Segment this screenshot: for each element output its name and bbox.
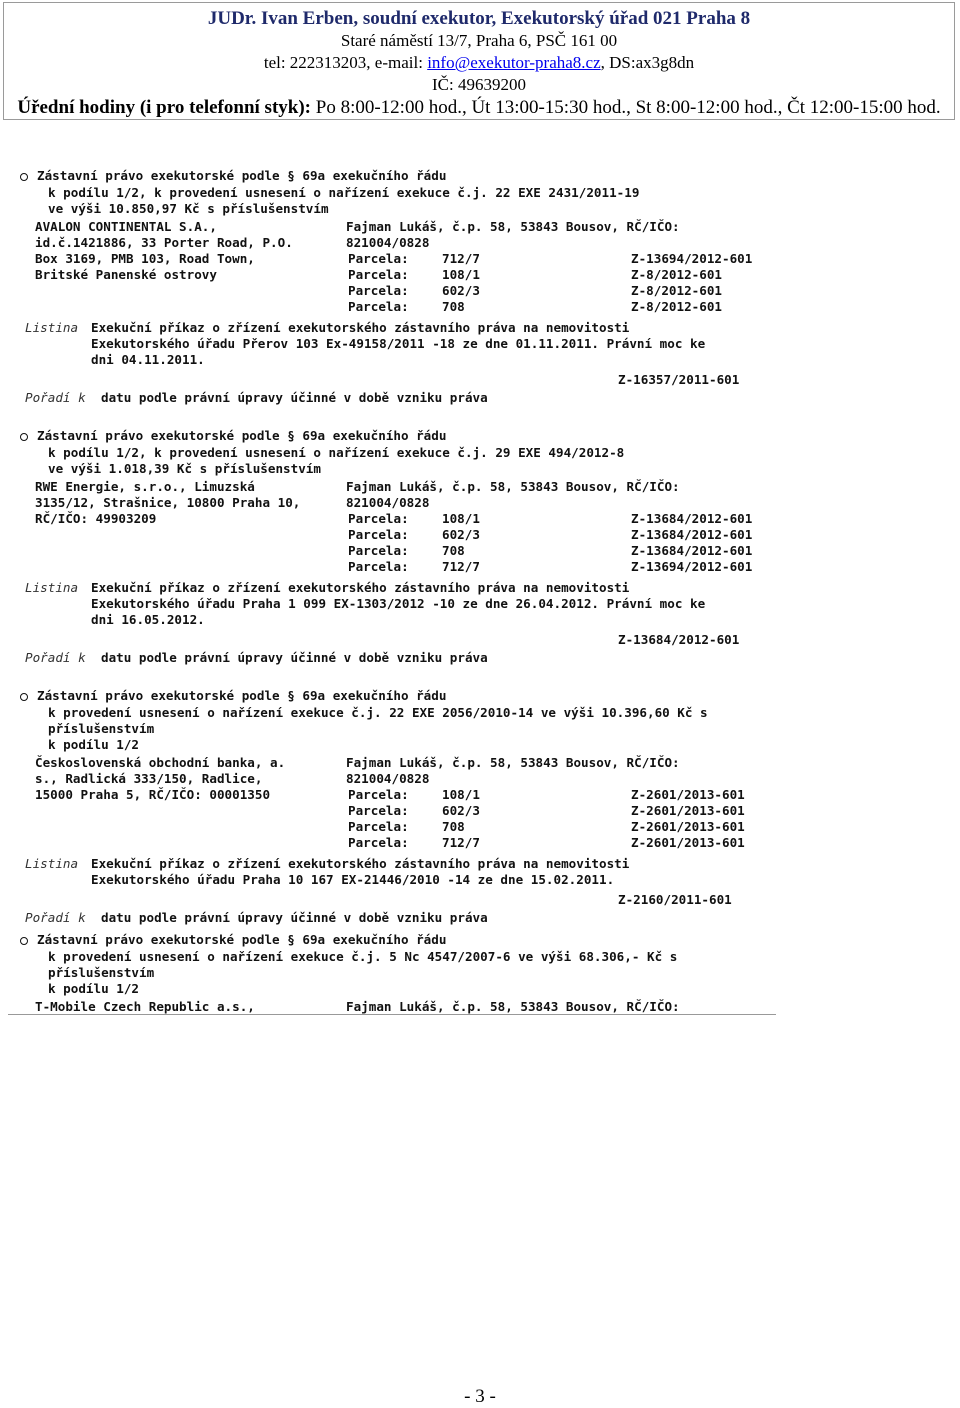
debtor-line: Fajman Lukáš, č.p. 58, 53843 Bousov, RČ/IČO: [346,755,680,770]
office-contact: tel: 222313203, e-mail: info@exekutor-praha8.cz, DS:ax3g8dn [263,53,695,72]
scanned-register-extract [8,152,776,1015]
parcel-label: Parcela: [348,299,409,314]
entry-description: ve výši 10.850,97 Kč s příslušenstvím [48,201,329,216]
entry-reference: Z-16357/2011-601 [618,372,740,387]
office-name: JUDr. Ivan Erben, soudní exekutor, Exekutorský úřad 021 Praha 8 [207,8,751,29]
parcel-number: 708 [442,819,465,834]
debtor-line: Fajman Lukáš, č.p. 58, 53843 Bousov, RČ/IČO: [346,219,680,234]
creditor-line: Československá obchodní banka, a. [35,755,286,770]
parcel-reference: Z-2601/2013-601 [631,819,745,834]
parcel-label: Parcela: [348,559,409,574]
debtor-line: Fajman Lukáš, č.p. 58, 53843 Bousov, RČ/IČO: [346,999,680,1014]
parcel-number: 712/7 [442,251,480,266]
debtor-line: 821004/0828 [346,235,430,250]
parcel-reference: Z-2601/2013-601 [631,787,745,802]
listina-label: Listina [25,580,79,595]
entry-description: k provedení usnesení o nařízení exekuce č.j. 22 EXE 2056/2010-14 ve výši 10.396,60 Kč s [48,705,708,720]
parcel-number: 708 [442,543,465,558]
creditor-line: 15000 Praha 5, RČ/IČO: 00001350 [35,787,271,802]
creditor-line: AVALON CONTINENTAL S.A., [35,219,217,234]
creditor-line: T-Mobile Czech Republic a.s., [35,999,255,1014]
bullet-icon [20,173,28,181]
entry-description: k podílu 1/2, k provedení usnesení o nařízení exekuce č.j. 29 EXE 494/2012-8 [48,445,625,460]
parcel-label: Parcela: [348,283,409,298]
creditor-line: Box 3169, PMB 103, Road Town, [35,251,255,266]
parcel-reference: Z-8/2012-601 [631,283,722,298]
poradi-text: datu podle právní úpravy účinné v době vzniku práva [101,390,488,405]
parcel-label: Parcela: [348,819,409,834]
poradi-label: Pořadí k [25,910,86,925]
parcel-number: 108/1 [442,511,480,526]
debtor-line: 821004/0828 [346,495,430,510]
bullet-icon [20,433,28,441]
listina-text: Exekutorského úřadu Praha 1 099 EX-1303/2012 -10 ze dne 26.04.2012. Právní moc ke [91,596,706,611]
office-hours: Úřední hodiny (i pro telefonní styk): Po 8:00-12:00 hod., Út 13:00-15:30 hod., St 8:00-12:00 hod., Čt 12:00-15:00 hod. [17,97,941,118]
parcel-number: 708 [442,299,465,314]
listina-text: dni 16.05.2012. [91,612,205,627]
office-address: Staré náměstí 13/7, Praha 6, PSČ 161 00 [340,31,618,50]
listina-text: dni 04.11.2011. [91,352,205,367]
parcel-label: Parcela: [348,543,409,558]
parcel-number: 602/3 [442,283,480,298]
parcel-number: 712/7 [442,835,480,850]
entry-description: k podílu 1/2 [48,981,139,996]
parcel-reference: Z-13684/2012-601 [631,527,753,542]
parcel-reference: Z-2601/2013-601 [631,803,745,818]
bullet-icon [20,937,28,945]
parcel-label: Parcela: [348,803,409,818]
creditor-line: RČ/IČO: 49903209 [35,511,157,526]
parcel-label: Parcela: [348,511,409,526]
parcel-reference: Z-13694/2012-601 [631,559,753,574]
poradi-text: datu podle právní úpravy účinné v době vzniku práva [101,910,488,925]
parcel-reference: Z-13684/2012-601 [631,543,753,558]
listina-text: Exekuční příkaz o zřízení exekutorského zástavního práva na nemovitosti [91,856,630,871]
parcel-reference: Z-13694/2012-601 [631,251,753,266]
parcel-number: 602/3 [442,803,480,818]
entry-description: příslušenstvím [48,965,155,980]
email-link[interactable]: info@exekutor-praha8.cz [427,53,601,72]
page-number: - 3 - [464,1386,496,1407]
entry-reference: Z-13684/2012-601 [618,632,740,647]
creditor-line: s., Radlická 333/150, Radlice, [35,771,263,786]
creditor-line: Britské Panenské ostrovy [35,267,217,282]
listina-label: Listina [25,856,79,871]
parcel-number: 108/1 [442,787,480,802]
parcel-reference: Z-8/2012-601 [631,267,722,282]
office-header [3,2,955,120]
entry-description: příslušenstvím [48,721,155,736]
parcel-number: 108/1 [442,267,480,282]
entry-title: Zástavní právo exekutorské podle § 69a exekučního řádu [37,688,447,703]
parcel-reference: Z-13684/2012-601 [631,511,753,526]
entry-title: Zástavní právo exekutorské podle § 69a exekučního řádu [37,428,447,443]
parcel-label: Parcela: [348,835,409,850]
entry-title: Zástavní právo exekutorské podle § 69a exekučního řádu [37,932,447,947]
entry-description: k podílu 1/2, k provedení usnesení o nařízení exekuce č.j. 22 EXE 2431/2011-19 [48,185,640,200]
creditor-line: RWE Energie, s.r.o., Limuzská [35,479,255,494]
poradi-label: Pořadí k [25,390,86,405]
entry-title: Zástavní právo exekutorské podle § 69a exekučního řádu [37,168,447,183]
listina-text: Exekutorského úřadu Přerov 103 Ex-49158/2011 -18 ze dne 01.11.2011. Právní moc ke [91,336,706,351]
creditor-line: 3135/12, Strašnice, 10800 Praha 10, [35,495,301,510]
poradi-label: Pořadí k [25,650,86,665]
parcel-number: 602/3 [442,527,480,542]
parcel-label: Parcela: [348,787,409,802]
listina-text: Exekutorského úřadu Praha 10 167 EX-21446/2010 -14 ze dne 15.02.2011. [91,872,615,887]
entry-description: k podílu 1/2 [48,737,139,752]
entry-description: k provedení usnesení o nařízení exekuce č.j. 5 Nc 4547/2007-6 ve výši 68.306,- Kč s [48,949,678,964]
debtor-line: 821004/0828 [346,771,430,786]
listina-text: Exekuční příkaz o zřízení exekutorského zástavního práva na nemovitosti [91,320,630,335]
parcel-reference: Z-8/2012-601 [631,299,722,314]
parcel-number: 712/7 [442,559,480,574]
parcel-label: Parcela: [348,267,409,282]
office-ico: IČ: 49639200 [432,75,526,94]
listina-text: Exekuční příkaz o zřízení exekutorského zástavního práva na nemovitosti [91,580,630,595]
entry-description: ve výši 1.018,39 Kč s příslušenstvím [48,461,321,476]
entry-reference: Z-2160/2011-601 [618,892,732,907]
bullet-icon [20,693,28,701]
parcel-label: Parcela: [348,251,409,266]
poradi-text: datu podle právní úpravy účinné v době vzniku práva [101,650,488,665]
debtor-line: Fajman Lukáš, č.p. 58, 53843 Bousov, RČ/IČO: [346,479,680,494]
listina-label: Listina [25,320,79,335]
parcel-reference: Z-2601/2013-601 [631,835,745,850]
creditor-line: id.č.1421886, 33 Porter Road, P.O. [35,235,293,250]
parcel-label: Parcela: [348,527,409,542]
